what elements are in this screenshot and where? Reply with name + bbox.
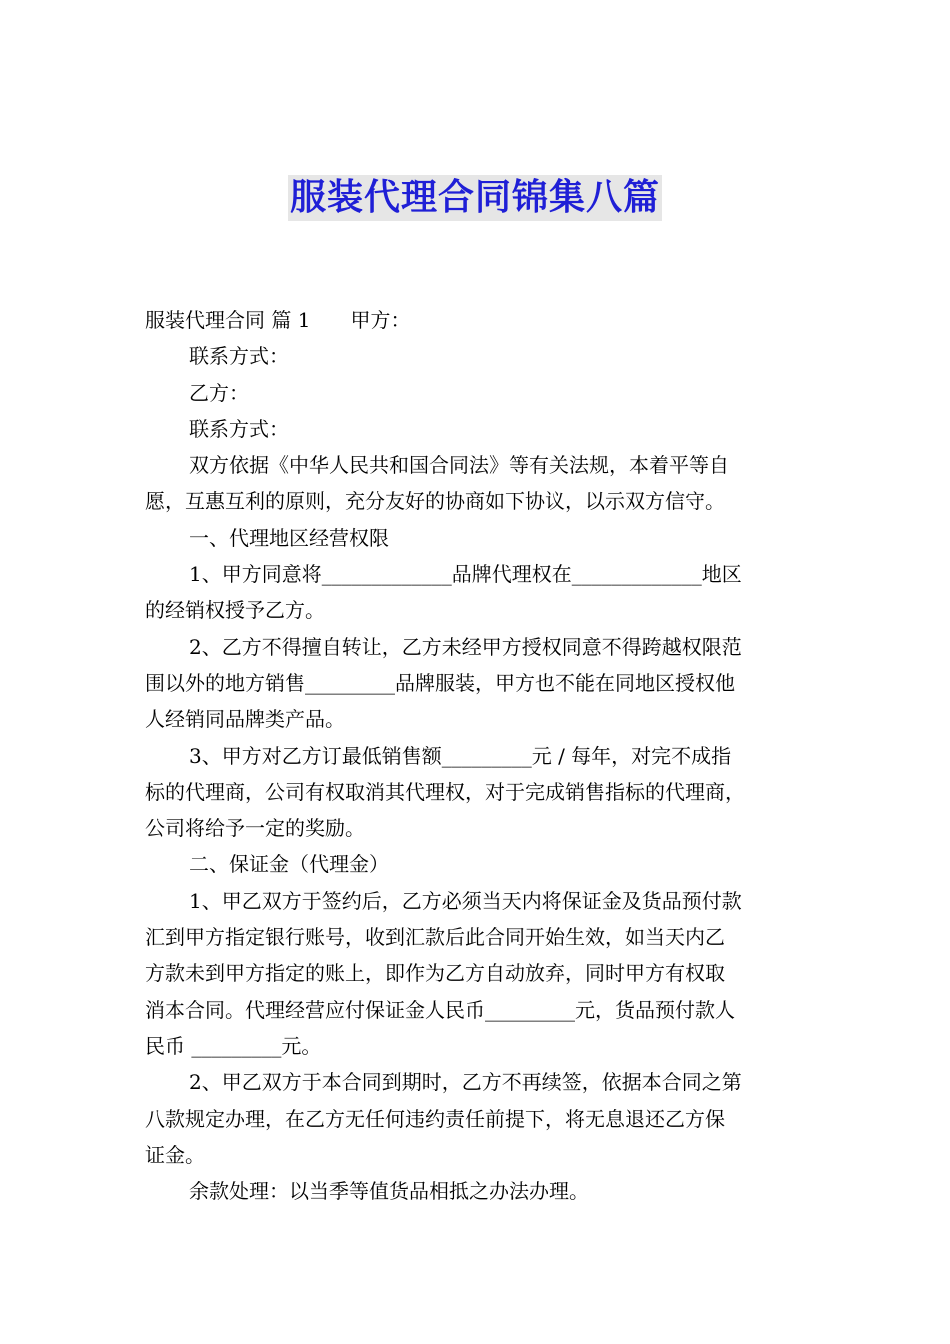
text-line: 3、甲方对乙方订最低销售额_________元 / 每年，对完不成指 — [189, 743, 732, 768]
document-body — [145, 302, 807, 1209]
text-line: 公司将给予一定的奖励。 — [145, 816, 365, 841]
section-heading: 服装代理合同 篇 1 — [145, 308, 311, 332]
text-line: 民币 _________元。 — [145, 1033, 322, 1058]
document-title: 服装代理合同锦集八篇 — [288, 175, 662, 221]
text-line: 二、保证金（代理金） — [189, 852, 389, 877]
text-line: 一、代理地区经营权限 — [189, 525, 389, 550]
text-line: 围以外的地方销售_________品牌服装，甲方也不能在同地区授权他 — [145, 670, 735, 695]
paragraph-lines — [145, 338, 807, 1209]
text-line: 联系方式： — [189, 344, 289, 369]
text-line: 余款处理：以当季等值货品相抵之办法办理。 — [189, 1179, 589, 1204]
text-line: 证金。 — [145, 1142, 205, 1167]
section-heading-line — [145, 302, 807, 338]
text-line: 愿，互惠互利的原则，充分友好的协商如下协议，以示双方信守。 — [145, 489, 725, 514]
text-line: 1、甲乙双方于签约后，乙方必须当天内将保证金及货品预付款 — [189, 888, 742, 913]
text-line: 标的代理商，公司有权取消其代理权，对于完成销售指标的代理商， — [145, 779, 745, 804]
text-line: 2、甲乙双方于本合同到期时，乙方不再续签，依据本合同之第 — [189, 1070, 742, 1095]
party-a-label: 甲方： — [350, 308, 411, 332]
title-container — [0, 175, 950, 221]
text-line: 2、乙方不得擅自转让，乙方未经甲方授权同意不得跨越权限范 — [189, 634, 742, 659]
text-line: 的经销权授予乙方。 — [145, 598, 325, 623]
text-line: 双方依据《中华人民共和国合同法》等有关法规，本着平等自 — [189, 453, 729, 478]
text-line: 人经销同品牌类产品。 — [145, 707, 345, 732]
text-line: 汇到甲方指定银行账号，收到汇款后此合同开始生效，如当天内乙 — [145, 925, 725, 950]
text-line: 八款规定办理，在乙方无任何违约责任前提下，将无息退还乙方保 — [145, 1106, 725, 1131]
text-line: 乙方： — [189, 380, 249, 405]
text-line: 联系方式： — [189, 416, 289, 441]
text-line: 方款未到甲方指定的账上，即作为乙方自动放弃，同时甲方有权取 — [145, 961, 725, 986]
text-line: 1、甲方同意将_____________品牌代理权在_____________地区 — [189, 562, 742, 587]
text-line: 消本合同。代理经营应付保证金人民币_________元，货品预付款人 — [145, 997, 735, 1022]
